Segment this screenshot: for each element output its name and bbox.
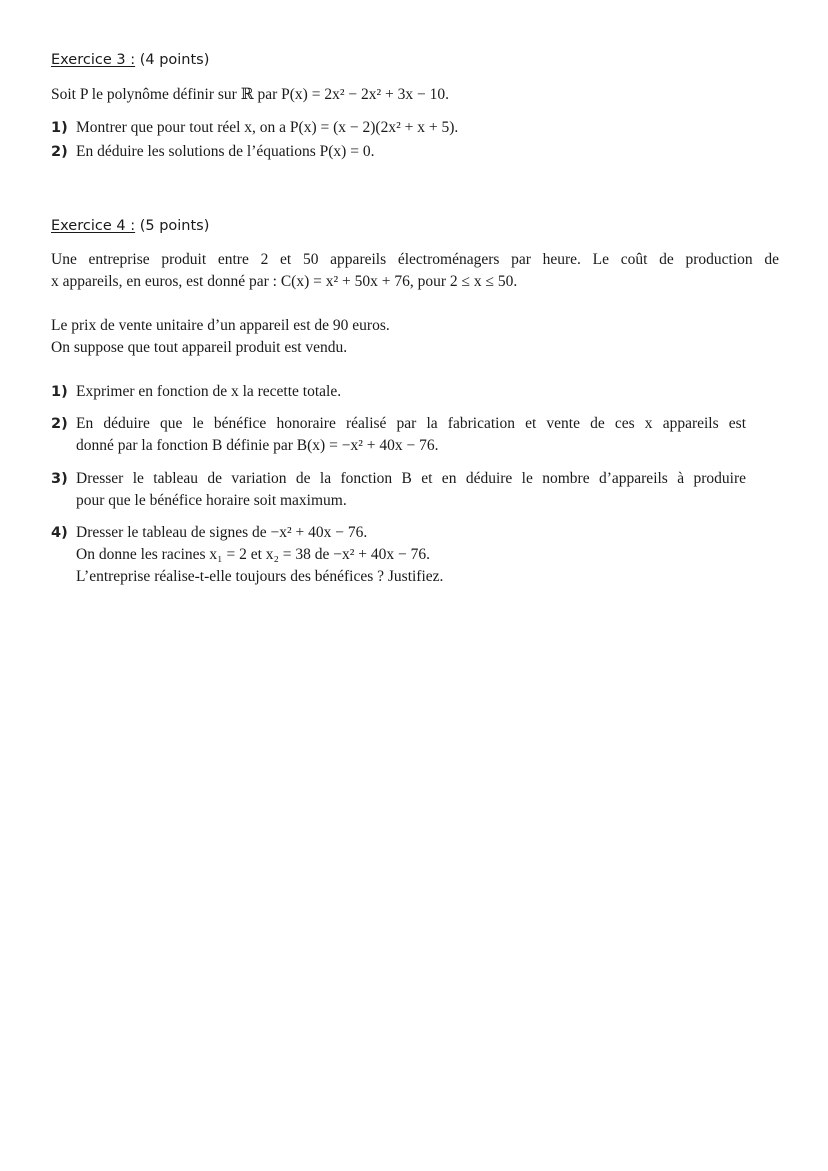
ex4-q4-line-2: On donne les racines x₁ = 2 et x₂ = 38 de −x² + 40x − 76. [76,546,431,563]
ex4-q1-number: 1) [51,384,68,400]
exercise-4-heading [51,218,209,234]
ex3-q2-number: 2) [51,144,68,160]
ex4-q2-line-2: donné par la fonction B définie par B(x) = −x² + 40x − 76. [76,437,439,454]
ex4-q2-line-1: En déduire que le bénéfice honoraire réalisé par la fabrication et vente de ces x appareils est [76,415,746,432]
exercise-4-title: Exercice 4 : [51,218,136,234]
ex4-q1-text: Exprimer en fonction de x la recette totale. [76,383,342,400]
exercise-4-intro-line-1: Une entreprise produit entre 2 et 50 appareils électroménagers par heure. Le coût de production de [51,251,779,268]
exercise-3-points: (4 points) [139,52,210,68]
exercise-4-points: (5 points) [139,218,210,234]
ex4-q4-number: 4) [51,525,68,541]
exercise-3-intro: Soit P le polynôme définir sur ℝ par P(x) = 2x² − 2x² + 3x − 10. [51,86,449,103]
ex4-q3-line-1: Dresser le tableau de variation de la fonction B et en déduire le nombre d’appareils à produire [76,470,746,487]
ex4-q3-number: 3) [51,471,68,487]
exercise-4-sold-line: On suppose que tout appareil produit est vendu. [51,339,348,356]
ex3-q1-text: Montrer que pour tout réel x, on a P(x) = (x − 2)(2x² + x + 5). [76,119,459,136]
exercise-3-heading [51,52,209,68]
ex4-q4-line-3: L’entreprise réalise-t-elle toujours des bénéfices ? Justifiez. [76,568,444,585]
ex4-q3-line-2: pour que le bénéfice horaire soit maximum. [76,492,347,509]
exercise-4-intro-line-2: x appareils, en euros, est donné par : C(x) = x² + 50x + 76, pour 2 ≤ x ≤ 50. [51,273,518,290]
ex3-q1-number: 1) [51,120,68,136]
ex4-q4-line-1: Dresser le tableau de signes de −x² + 40x − 76. [76,524,368,541]
ex4-q2-number: 2) [51,416,68,432]
exercise-4-price-line: Le prix de vente unitaire d’un appareil est de 90 euros. [51,317,390,334]
ex3-q2-text: En déduire les solutions de l’équations P(x) = 0. [76,143,375,160]
exercise-3-title: Exercice 3 : [51,52,136,68]
